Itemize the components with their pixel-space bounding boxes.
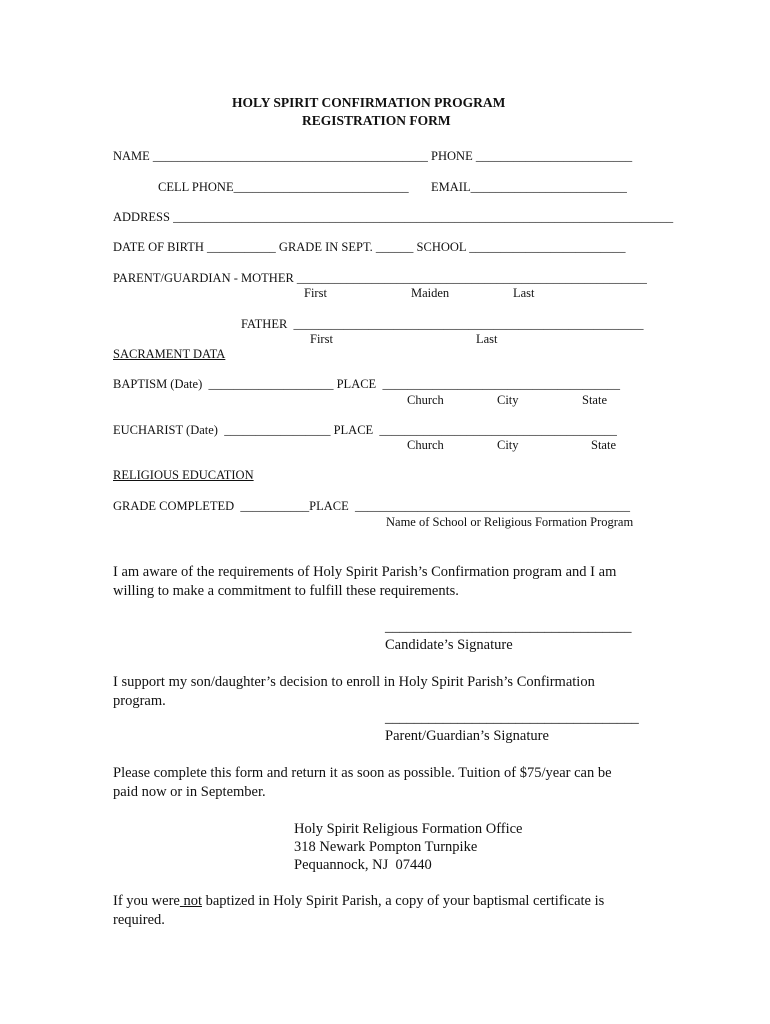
mother-first-caption: First bbox=[304, 286, 327, 300]
mother-field[interactable]: PARENT/GUARDIAN - MOTHER ________________________________________________________ bbox=[113, 271, 647, 285]
complete-statement-line1: Please complete this form and return it as soon as possible. Tuition of $75/year can be bbox=[113, 765, 612, 781]
baptism-notice-line1 bbox=[113, 894, 604, 909]
dob-grade-school-field[interactable]: DATE OF BIRTH ___________ GRADE IN SEPT. ______ SCHOOL _________________________ bbox=[113, 240, 626, 254]
notice-suffix: baptized in Holy Spirit Parish, a copy of your baptismal certificate is bbox=[202, 893, 605, 909]
eucharist-state-caption: State bbox=[591, 438, 616, 452]
notice-prefix: If you were bbox=[113, 893, 180, 909]
complete-statement-line2: paid now or in September. bbox=[113, 784, 266, 800]
religious-education-heading: RELIGIOUS EDUCATION bbox=[113, 468, 254, 482]
email-field[interactable]: EMAIL_________________________ bbox=[431, 180, 627, 194]
baptism-state-caption: State bbox=[582, 393, 607, 407]
name-phone-field[interactable]: NAME ____________________________________________ PHONE _________________________ bbox=[113, 149, 633, 163]
parent-signature-label: Parent/Guardian’s Signature bbox=[385, 728, 549, 744]
form-subtitle: REGISTRATION FORM bbox=[302, 113, 451, 128]
office-street: 318 Newark Pompton Turnpike bbox=[294, 839, 478, 855]
candidate-signature-line[interactable]: __________________________________ bbox=[385, 619, 632, 635]
eucharist-field[interactable]: EUCHARIST (Date) _________________ PLACE ______________________________________ bbox=[113, 423, 617, 437]
grade-completed-field[interactable]: GRADE COMPLETED ___________PLACE ____________________________________________ bbox=[113, 499, 631, 513]
aware-statement-line2: willing to make a commitment to fulfill these requirements. bbox=[113, 583, 459, 599]
baptism-field[interactable]: BAPTISM (Date) ____________________ PLACE ______________________________________ bbox=[113, 377, 620, 391]
office-city: Pequannock, NJ 07440 bbox=[294, 857, 432, 873]
sacrament-data-heading: SACRAMENT DATA bbox=[113, 347, 226, 361]
eucharist-city-caption: City bbox=[497, 438, 519, 452]
baptism-notice-line2: required. bbox=[113, 912, 165, 928]
father-last-caption: Last bbox=[476, 332, 498, 346]
mother-maiden-caption: Maiden bbox=[411, 286, 450, 300]
baptism-city-caption: City bbox=[497, 393, 519, 407]
form-title: HOLY SPIRIT CONFIRMATION PROGRAM bbox=[232, 95, 506, 110]
parent-signature-line[interactable]: ___________________________________ bbox=[385, 710, 639, 726]
father-first-caption: First bbox=[310, 332, 333, 346]
address-field[interactable]: ADDRESS ________________________________________________________________________________ bbox=[113, 210, 674, 224]
mother-last-caption: Last bbox=[513, 286, 535, 300]
aware-statement-line1: I am aware of the requirements of Holy Spirit Parish’s Confirmation program and I am bbox=[113, 564, 617, 580]
eucharist-church-caption: Church bbox=[407, 438, 444, 452]
father-field[interactable]: FATHER ________________________________________________________ bbox=[241, 317, 644, 331]
school-name-caption: Name of School or Religious Formation Program bbox=[386, 515, 634, 529]
candidate-signature-label: Candidate’s Signature bbox=[385, 637, 513, 653]
support-statement-line2: program. bbox=[113, 693, 166, 709]
cell-phone-field[interactable]: CELL PHONE____________________________ bbox=[158, 180, 409, 194]
baptism-church-caption: Church bbox=[407, 393, 444, 407]
office-name: Holy Spirit Religious Formation Office bbox=[294, 821, 523, 837]
notice-emphasis: not bbox=[183, 893, 202, 909]
support-statement-line1: I support my son/daughter’s decision to enroll in Holy Spirit Parish’s Confirmation bbox=[113, 674, 595, 690]
